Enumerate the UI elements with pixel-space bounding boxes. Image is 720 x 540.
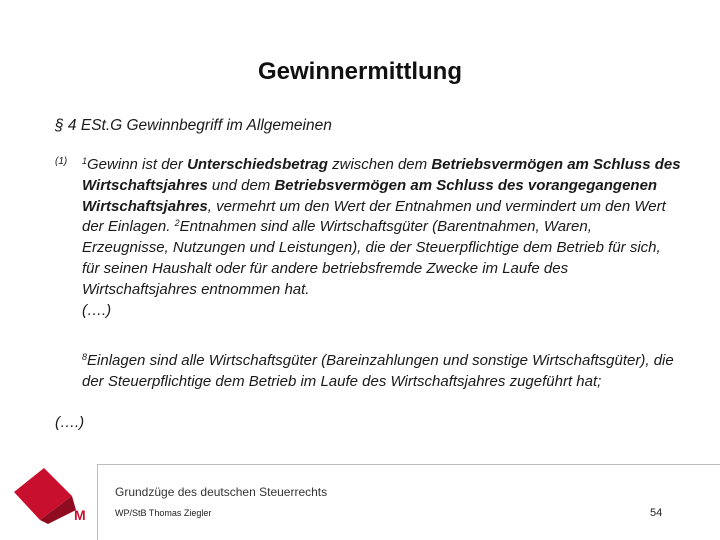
sentence-8-marker: 8	[82, 352, 88, 362]
term-betriebsvermoegen-schluss: Betriebsvermögen am Schluss des Wirtschaftsjahres	[82, 156, 681, 194]
term-betriebsvermoegen-vorjahr: Betriebsvermögen am Schluss des vorangegangenen Wirtschaftsjahres	[82, 176, 658, 215]
footer-title: Grundzüge des deutschen Steuerrechts	[115, 485, 328, 499]
term-unterschiedsbetrag: Unterschiedsbetrag	[187, 156, 328, 173]
sentence-1-part-a: Gewinn ist der	[87, 156, 188, 173]
sentence-1-part-g: , vermehrt um den Wert der Entnahmen und vermindert um den Wert der Einlagen.	[82, 197, 666, 236]
slide-title: Gewinnermittlung	[258, 58, 462, 85]
paragraph-8-text	[82, 351, 682, 393]
paragraph-number: (1)	[55, 156, 68, 167]
block-1-ellipsis: (….)	[82, 301, 112, 319]
paragraph-1-text	[82, 155, 682, 321]
tail-ellipsis: (….)	[55, 414, 85, 431]
footer-divider-vertical	[97, 464, 98, 540]
sentence-1-marker: 1	[82, 156, 88, 166]
page-number: 54	[650, 507, 663, 519]
sentence-1-part-c: zwischen dem	[327, 156, 432, 173]
sentence-2-marker: 2	[174, 218, 180, 229]
sentence-2-text: Entnahmen sind alle Wirtschaftsgüter (Barentnahmen, Waren, Erzeugnisse, Nutzungen und Leistungen), die der Steuerpflichtige dem Betrieb für sich, für seinen Haushalt oder für andere betriebsfremde Zwecke im Laufe des Wirtschaftsjahres entnommen hat.	[82, 218, 661, 298]
section-heading: § 4 ESt.G Gewinnbegriff im Allgemeinen	[55, 117, 332, 134]
logo-mark-icon	[10, 462, 90, 526]
sentence-8-text: Einlagen sind alle Wirtschaftsgüter (Bareinzahlungen und sonstige Wirtschaftsgüter), die der Steuerpflichtige dem Betrieb im Laufe des Wirtschaftsjahres zugeführt hat;	[82, 352, 674, 390]
footer-author: WP/StB Thomas Ziegler	[115, 508, 212, 518]
footer-divider-horizontal	[97, 464, 720, 465]
sentence-1-part-e: und dem	[207, 176, 275, 194]
logo-letter: M	[74, 507, 86, 523]
university-logo	[10, 462, 90, 531]
